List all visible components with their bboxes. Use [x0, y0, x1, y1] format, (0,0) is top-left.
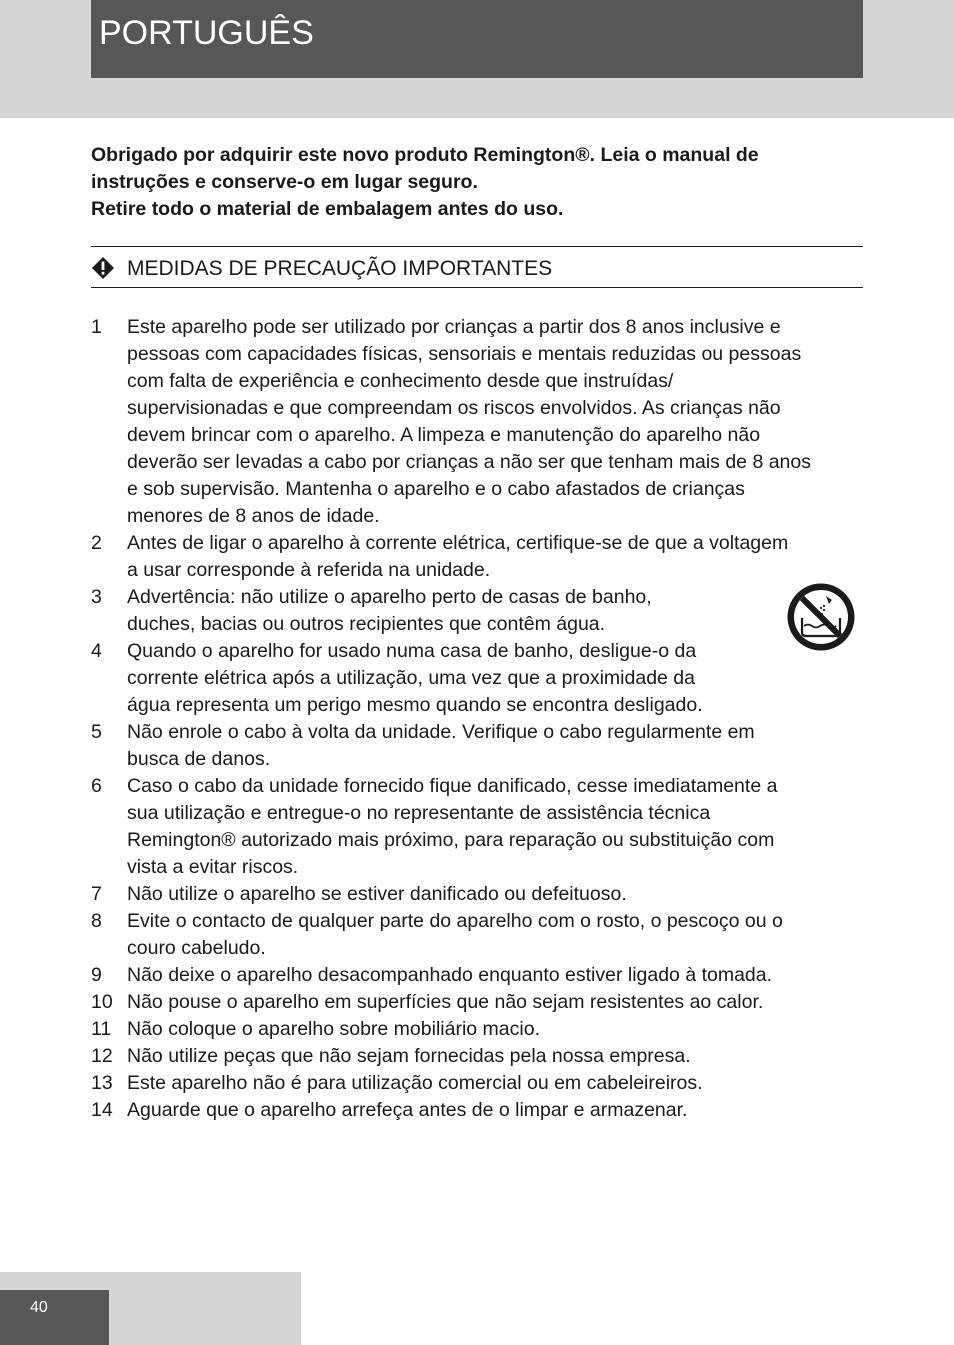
item-number: 6: [91, 775, 102, 797]
item-line: Não coloque o aparelho sobre mobiliário macio.: [127, 1018, 540, 1040]
item-line: Antes de ligar o aparelho à corrente elétrica, certifique-se de que a voltagem: [127, 532, 789, 554]
item-line: a usar corresponde à referida na unidade.: [127, 559, 491, 581]
list-item: [91, 1097, 863, 1124]
item-number: 14: [91, 1099, 113, 1121]
intro-text: [91, 142, 863, 223]
item-line: e sob supervisão. Mantenha o aparelho e o cabo afastados de crianças: [127, 478, 745, 500]
item-line: sua utilização e entregue-o no representante de assistência técnica: [127, 802, 711, 824]
list-item: [91, 719, 863, 773]
item-line: deverão ser levadas a cabo por crianças a não ser que tenham mais de 8 anos: [127, 451, 811, 473]
item-text: [127, 530, 863, 584]
item-text: [127, 989, 863, 1016]
item-text: [127, 881, 863, 908]
item-text: [127, 773, 863, 881]
item-number: 11: [91, 1018, 112, 1040]
no-bath-water-icon: [786, 582, 856, 652]
item-text: [127, 1070, 863, 1097]
item-line: busca de danos.: [127, 748, 271, 770]
list-item: [91, 1016, 863, 1043]
page-title: PORTUGUÊS: [99, 14, 314, 52]
page-number: 40: [30, 1299, 48, 1316]
item-number: 4: [91, 640, 102, 662]
item-text: [127, 908, 863, 962]
item-line: Não enrole o cabo à volta da unidade. Verifique o cabo regularmente em: [127, 721, 755, 743]
section-title: MEDIDAS DE PRECAUÇÃO IMPORTANTES: [127, 257, 553, 280]
list-item: [91, 584, 863, 638]
section-header: [91, 246, 863, 288]
list-item: [91, 962, 863, 989]
item-line: pessoas com capacidades físicas, sensoriais e mentais reduzidas ou pessoas: [127, 343, 802, 365]
list-item: [91, 773, 863, 881]
item-text: [127, 1043, 863, 1070]
list-item: [91, 989, 863, 1016]
item-text: [127, 314, 863, 530]
list-item: [91, 908, 863, 962]
item-number: 10: [91, 991, 113, 1013]
item-line: água representa um perigo mesmo quando se encontra desligado.: [127, 694, 703, 716]
item-text: [127, 1016, 863, 1043]
precaution-list: [91, 314, 863, 1124]
item-number: 12: [91, 1045, 113, 1067]
item-line: Quando o aparelho for usado numa casa de banho, desligue-o da: [127, 640, 697, 662]
item-text: [127, 584, 863, 638]
item-number: 3: [91, 586, 102, 608]
intro-line: Obrigado por adquirir este novo produto Remington®. Leia o manual de: [91, 144, 759, 166]
item-number: 2: [91, 532, 102, 554]
list-item: [91, 1070, 863, 1097]
intro-line: instruções e conserve-o em lugar seguro.: [91, 171, 478, 193]
item-line: Caso o cabo da unidade fornecido fique danificado, cesse imediatamente a: [127, 775, 778, 797]
item-line: duches, bacias ou outros recipientes que contêm água.: [127, 613, 606, 635]
item-line: devem brincar com o aparelho. A limpeza e manutenção do aparelho não: [127, 424, 761, 446]
item-line: com falta de experiência e conhecimento desde que instruídas/: [127, 370, 674, 392]
item-text: [127, 1097, 863, 1124]
item-text: [127, 638, 863, 719]
item-line: Não deixe o aparelho desacompanhado enquanto estiver ligado à tomada.: [127, 964, 773, 986]
item-line: menores de 8 anos de idade.: [127, 505, 380, 527]
intro-line: Retire todo o material de embalagem antes do uso.: [91, 198, 564, 220]
item-line: Remington® autorizado mais próximo, para reparação ou substituição com: [127, 829, 775, 851]
title-bar: [91, 0, 863, 78]
page-number-box: [0, 1290, 109, 1345]
item-text: [127, 962, 863, 989]
item-number: 8: [91, 910, 102, 932]
item-line: Este aparelho não é para utilização comercial ou em cabeleireiros.: [127, 1072, 703, 1094]
item-line: Não utilize o aparelho se estiver danificado ou defeituoso.: [127, 883, 627, 905]
item-line: couro cabeludo.: [127, 937, 266, 959]
list-item: [91, 1043, 863, 1070]
item-line: supervisionadas e que compreendam os riscos envolvidos. As crianças não: [127, 397, 781, 419]
warning-icon: [92, 257, 114, 279]
list-item: [91, 638, 863, 719]
item-line: Não utilize peças que não sejam fornecidas pela nossa empresa.: [127, 1045, 691, 1067]
item-line: Aguarde que o aparelho arrefeça antes de o limpar e armazenar.: [127, 1099, 688, 1121]
item-line: corrente elétrica após a utilização, uma vez que a proximidade da: [127, 667, 695, 689]
list-item: [91, 530, 863, 584]
item-line: Advertência: não utilize o aparelho perto de casas de banho,: [127, 586, 652, 608]
item-line: Não pouse o aparelho em superfícies que não sejam resistentes ao calor.: [127, 991, 764, 1013]
item-number: 5: [91, 721, 102, 743]
item-line: Este aparelho pode ser utilizado por crianças a partir dos 8 anos inclusive e: [127, 316, 781, 338]
item-number: 9: [91, 964, 102, 986]
item-number: 13: [91, 1072, 113, 1094]
item-line: vista a evitar riscos.: [127, 856, 299, 878]
item-line: Evite o contacto de qualquer parte do aparelho com o rosto, o pescoço ou o: [127, 910, 783, 932]
list-item: [91, 314, 863, 530]
list-item: [91, 881, 863, 908]
item-text: [127, 719, 863, 773]
item-number: 1: [91, 316, 102, 338]
item-number: 7: [91, 883, 102, 905]
